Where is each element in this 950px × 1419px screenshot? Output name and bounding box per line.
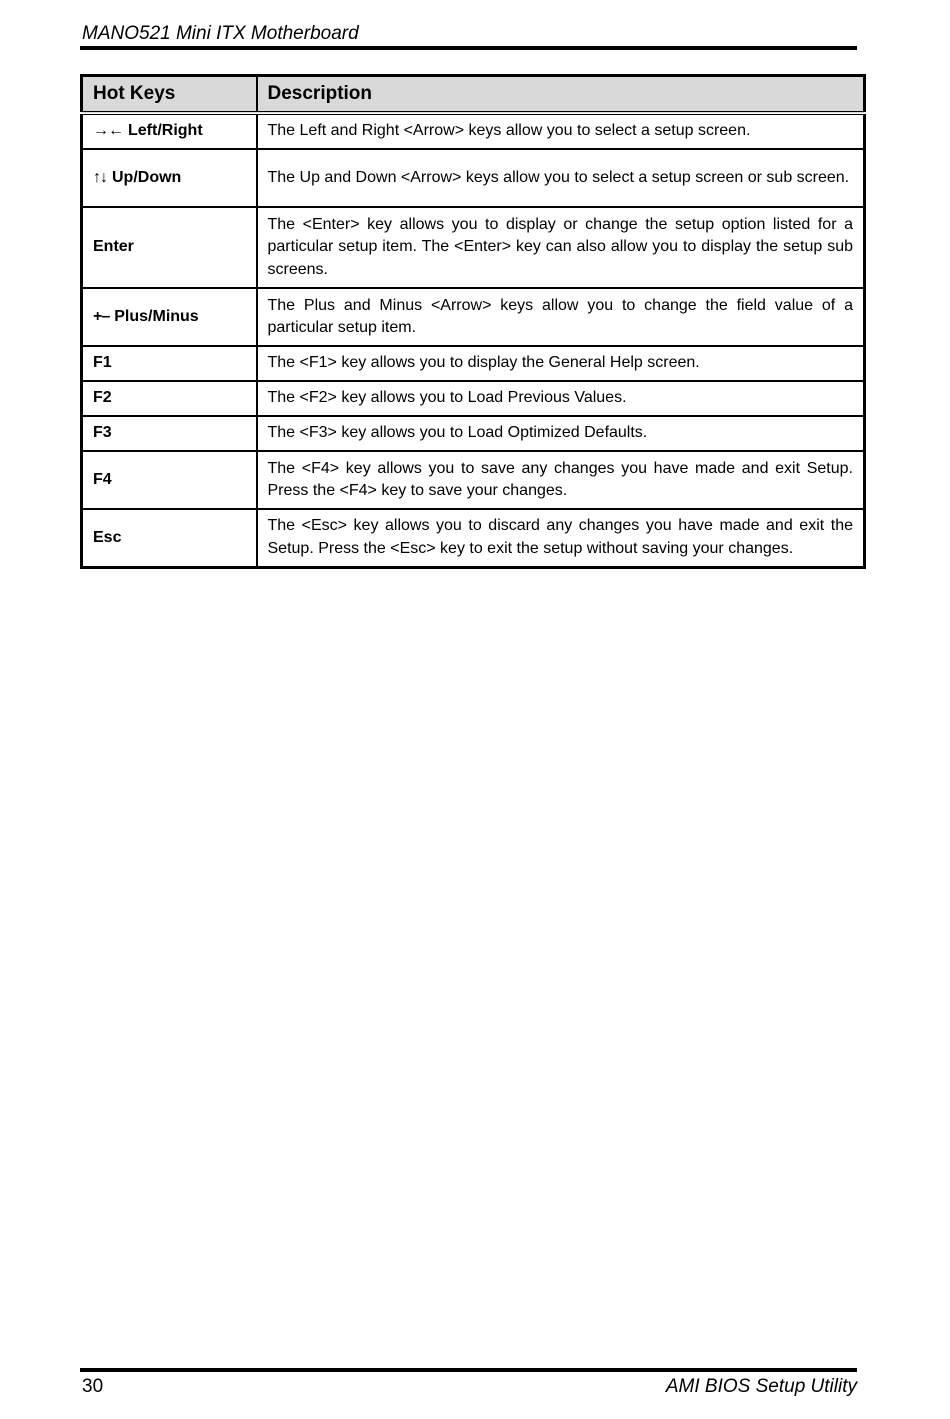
table-row (82, 509, 865, 567)
table-row (82, 288, 865, 346)
left-right-arrows-icon: →← (93, 122, 123, 140)
hot-key-label: Left/Right (128, 122, 203, 140)
hot-key-cell (82, 207, 257, 288)
table-row (82, 346, 865, 381)
hot-key-cell (82, 416, 257, 451)
hot-key-label: Enter (93, 238, 134, 256)
page-header-title: MANO521 Mini ITX Motherboard (82, 23, 359, 44)
hot-key-cell (82, 451, 257, 509)
table-row (82, 416, 865, 451)
table-row (82, 113, 865, 149)
column-header-description: Description (257, 76, 865, 114)
hot-key-label: F4 (93, 470, 112, 488)
description-cell: The Up and Down <Arrow> keys allow you to select a setup screen or sub screen. (257, 149, 865, 207)
footer-rule (80, 1368, 857, 1372)
hot-key-cell (82, 113, 257, 149)
hot-key-label: Up/Down (112, 168, 182, 186)
description-cell: The <Esc> key allows you to discard any changes you have made and exit the Setup. Press the <Esc> key to exit the setup without saving your changes. (257, 509, 865, 567)
hot-key-cell (82, 346, 257, 381)
table-row (82, 207, 865, 288)
hot-key-cell (82, 381, 257, 416)
hot-key-label: F3 (93, 424, 112, 442)
description-cell: The <F2> key allows you to Load Previous Values. (257, 381, 865, 416)
plus-minus-icon: +– (93, 307, 110, 325)
hot-key-cell (82, 509, 257, 567)
table-row (82, 451, 865, 509)
description-cell: The <F4> key allows you to save any changes you have made and exit Setup. Press the <F4> key to save your changes. (257, 451, 865, 509)
hot-key-cell (82, 288, 257, 346)
description-cell: The <F3> key allows you to Load Optimized Defaults. (257, 416, 865, 451)
hot-key-label: F1 (93, 354, 112, 372)
hot-key-label: F2 (93, 389, 112, 407)
column-header-hot-keys: Hot Keys (82, 76, 257, 114)
table-header-row (82, 76, 865, 114)
hot-key-label: Plus/Minus (114, 307, 199, 325)
table-row (82, 381, 865, 416)
hot-key-label: Esc (93, 528, 122, 546)
description-cell: The <Enter> key allows you to display or change the setup option listed for a particular setup item. The <Enter> key can also allow you to display the setup sub screens. (257, 207, 865, 288)
page-footer-title: AMI BIOS Setup Utility (665, 1376, 857, 1397)
page-number: 30 (82, 1376, 104, 1397)
up-down-arrows-icon: ↑↓ (93, 168, 107, 186)
header-rule (80, 46, 857, 50)
hotkeys-table (80, 74, 866, 569)
description-cell: The <F1> key allows you to display the General Help screen. (257, 346, 865, 381)
table-row (82, 149, 865, 207)
description-cell: The Plus and Minus <Arrow> keys allow you to change the field value of a particular setup item. (257, 288, 865, 346)
description-cell: The Left and Right <Arrow> keys allow you to select a setup screen. (257, 113, 865, 149)
hot-key-cell (82, 149, 257, 207)
